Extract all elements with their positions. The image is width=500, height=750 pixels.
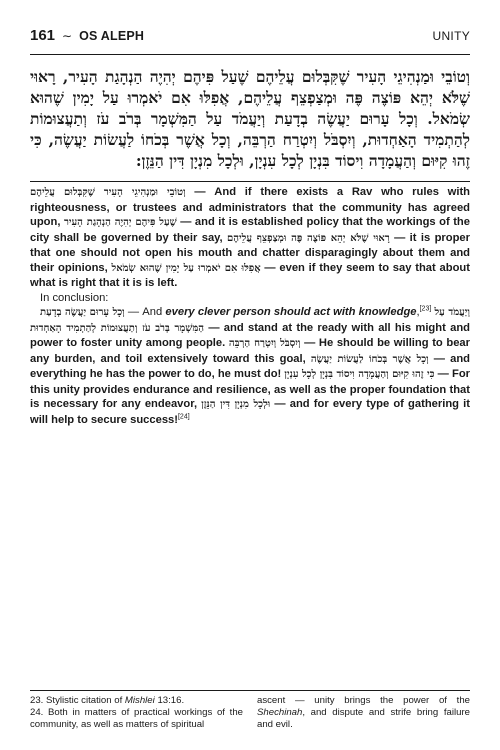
translation: — and stand at the ready with all his might and power to foster unity among people.	[30, 321, 470, 349]
hebrew-phrase: וְטוֹבֵי וּמַנְהִיגֵי הָעִיר שֶׁקִּבְּלוּם עֲלֵיהֶם	[30, 187, 186, 198]
commentary-paragraph: In conclusion:	[40, 291, 109, 304]
footnote-23	[30, 695, 243, 707]
footnote-column-right	[257, 695, 470, 731]
translation-emphasis: every clever person should act with knowledge	[165, 306, 417, 318]
translation: — For this unity provides endurance and resilience, as well as the proper foundation that is necessary for any endeavor,	[30, 368, 471, 410]
translation: ,	[416, 306, 420, 318]
hebrew-phrase: וּלְכָל מִנְיָן דִּין הַנֵּזֶן	[201, 399, 271, 410]
footnote-text: Mishlei	[124, 695, 155, 706]
footnote-text: ascent — unity brings the power of the	[257, 695, 470, 706]
ornament-icon: ∼	[62, 29, 73, 43]
divider	[30, 181, 470, 182]
hebrew-phrase: וְכָל עָרוּם יַעֲשֶׂה בְדָעַת	[40, 307, 125, 318]
page-header	[30, 27, 470, 55]
footnote-text: 13:16.	[154, 695, 185, 706]
hebrew-phrase: וְיַעֲמֹד עַל הַמִּשְׁמָר בְּרֹב עֹז וְתַעֲצוּמוֹת לְהַתְמִיד הָאַחְדוּת	[30, 307, 470, 334]
footnote-24-continued	[257, 695, 470, 731]
hebrew-main-text: וְטוֹבֵי וּמַנְהִיגֵי הָעִיר שֶׁקִּבְּלוּם עֲלֵיהֶם שֶׁעַל פִּיהֶם יְהִיֶה הַנְהָגַת הָעִיר, רָאוּי שֶׁלֹּא יְהֵא פּוֹצֶה פֶּה וּמְצַפְצֵף עֲלֵיהֶם, אֲפִלּוּ אִם יֹאמְרוּ עַל יָמִין שֶׁהוּא שְׂמֹאל. וְכָל עָרוּם יַעֲשֶׂה בְדָעַת וְיַעֲמֹד עַל הַמִּשְׁמָר בְּרֹב עֹז וְתַעֲצוּמוֹת לְהַתְמִיד הָאַחְדוּת, וְיִסְבֹּל וְיִטְרַח הַרְבֵּה, וְכָל אֲשֶׁר בְּכֹחוֹ לַעֲשׂוֹת יַעֲשֶׂה, כִּי זֶהוּ קִיּוּם וְהַעֲמָדָה וִיסוֹד בִּנְיָן לְכָל עִנְיָן, וּלְכָל מִנְיָן דִּין הַנֵּזֶן:	[30, 67, 470, 170]
translation: — it is proper that one should not open his mouth and chatter disparagingly about them and their opinions,	[30, 231, 471, 274]
hebrew-phrase: רָאוּי שֶׁלֹּא יְהֵא פּוֹצֶה פֶּה וּמְצַפְצֵף עֲלֵיהֶם	[227, 232, 390, 244]
hebrew-phrase: שֶׁעַל פִּיהֶם יְהִיֶה הַנְהָגַת הָעִיר	[63, 217, 177, 228]
commentary-paragraph	[30, 185, 470, 291]
translation: — and it is established policy that the workings of the city shall be governed by their say,	[30, 216, 470, 244]
translation: — and everything he has the power to do, he must do!	[30, 352, 470, 380]
hebrew-phrase: כִּי זֶהוּ קִיּוּם וְהַעֲמָדָה וִיסוֹד בִּנְיָן לְכָל עִנְיָן	[284, 369, 435, 380]
translation: — And if there exists a Rav who rules with righteousness, or trustees and administrators that the community has agreed upon,	[30, 186, 471, 228]
book-title: OS ALEPH	[79, 29, 145, 43]
page-number: 161	[30, 27, 56, 44]
footnote-24: 24. Both in matters of practical workings of the community, as well as matters of spiritual	[30, 707, 243, 730]
footnote-column-left	[30, 695, 243, 731]
commentary-paragraph	[30, 305, 470, 427]
footnote-text: 23. Stylistic citation of	[30, 695, 125, 706]
footnote-text: Shechinah	[257, 707, 303, 718]
footnotes	[30, 690, 470, 731]
translation: — even if they seem to say that about what is right that it is is left.	[30, 261, 470, 289]
translation: — And	[124, 306, 166, 318]
hebrew-phrase: וְיִסְבֹּל וְיִטְרַח הַרְבֵּה	[228, 338, 301, 349]
hebrew-phrase: אֲפִלּוּ אִם יֹאמְרוּ עַל יָמִין שֶׁהוּא שְׂמֹאל	[111, 262, 261, 274]
footnote-ref: [23]	[419, 305, 432, 313]
translation: — and for every type of gathering it will help to secure success!	[30, 398, 470, 426]
commentary	[30, 185, 470, 427]
translation: — He should be willing to bear any burden, and toil extensively toward this goal,	[30, 337, 470, 365]
section-title: UNITY	[432, 29, 470, 43]
footnote-text: , and dispute and strife bring failure and evil.	[257, 707, 470, 730]
footnote-ref: [24]	[177, 412, 190, 420]
hebrew-phrase: וְכָל אֲשֶׁר בְּכֹחוֹ לַעֲשׂוֹת יַעֲשֶׂה	[310, 353, 429, 365]
